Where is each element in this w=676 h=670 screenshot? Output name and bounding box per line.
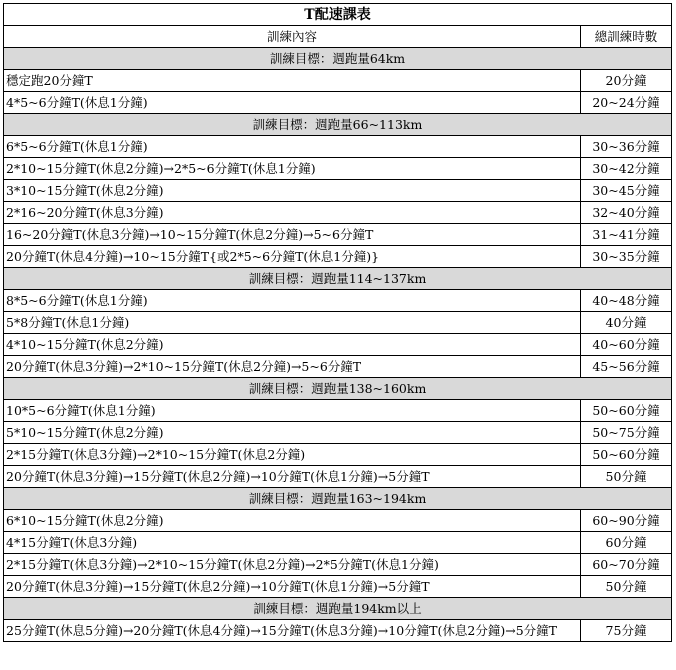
- training-content: 25分鐘T(休息5分鐘)→20分鐘T(休息4分鐘)→15分鐘T(休息3分鐘)→10分鐘T(休息2分鐘)→5分鐘T: [4, 620, 581, 642]
- training-content: 20分鐘T(休息4分鐘)→10~15分鐘T{或2*5~6分鐘T(休息1分鐘)}: [4, 246, 581, 268]
- table-row: [4, 246, 672, 268]
- training-content: 5*8分鐘T(休息1分鐘): [4, 312, 581, 334]
- table-row: [4, 466, 672, 488]
- training-content: 2*15分鐘T(休息3分鐘)→2*10~15分鐘T(休息2分鐘)→2*5分鐘T(休息1分鐘): [4, 554, 581, 576]
- training-content: 穩定跑20分鐘T: [4, 70, 581, 92]
- section-goal-row: [4, 48, 672, 70]
- total-time: 30~35分鐘: [581, 246, 672, 268]
- training-content: 8*5~6分鐘T(休息1分鐘): [4, 290, 581, 312]
- table-row: [4, 510, 672, 532]
- table-row: [4, 92, 672, 114]
- table-row: [4, 576, 672, 598]
- training-content: 5*10~15分鐘T(休息2分鐘): [4, 422, 581, 444]
- total-time: 30~42分鐘: [581, 158, 672, 180]
- section-goal: 訓練目標：週跑量64km: [4, 48, 672, 70]
- training-content: 4*10~15分鐘T(休息2分鐘): [4, 334, 581, 356]
- section-goal-row: [4, 268, 672, 290]
- header-content: 訓練內容: [4, 26, 581, 48]
- training-content: 4*15分鐘T(休息3分鐘): [4, 532, 581, 554]
- table-row: [4, 70, 672, 92]
- total-time: 60~70分鐘: [581, 554, 672, 576]
- training-content: 6*10~15分鐘T(休息2分鐘): [4, 510, 581, 532]
- total-time: 60分鐘: [581, 532, 672, 554]
- table-row: [4, 224, 672, 246]
- training-content: 3*10~15分鐘T(休息2分鐘): [4, 180, 581, 202]
- table-row: [4, 334, 672, 356]
- table-title: T配速課表: [4, 4, 672, 26]
- total-time: 50分鐘: [581, 466, 672, 488]
- table-row: [4, 312, 672, 334]
- section-goal: 訓練目標：週跑量163~194km: [4, 488, 672, 510]
- section-goal-row: [4, 598, 672, 620]
- training-content: 20分鐘T(休息3分鐘)→15分鐘T(休息2分鐘)→10分鐘T(休息1分鐘)→5分鐘T: [4, 576, 581, 598]
- table-row: [4, 554, 672, 576]
- table-row: [4, 180, 672, 202]
- training-content: 2*15分鐘T(休息3分鐘)→2*10~15分鐘T(休息2分鐘): [4, 444, 581, 466]
- total-time: 50~75分鐘: [581, 422, 672, 444]
- training-content: 6*5~6分鐘T(休息1分鐘): [4, 136, 581, 158]
- training-content: 4*5~6分鐘T(休息1分鐘): [4, 92, 581, 114]
- table-row: [4, 400, 672, 422]
- total-time: 32~40分鐘: [581, 202, 672, 224]
- table-row: [4, 444, 672, 466]
- training-content: 2*10~15分鐘T(休息2分鐘)→2*5~6分鐘T(休息1分鐘): [4, 158, 581, 180]
- total-time: 31~41分鐘: [581, 224, 672, 246]
- schedule-table: [3, 3, 672, 642]
- section-goal: 訓練目標：週跑量66~113km: [4, 114, 672, 136]
- header-total-time: 總訓練時數: [581, 26, 672, 48]
- total-time: 50~60分鐘: [581, 400, 672, 422]
- training-content: 20分鐘T(休息3分鐘)→15分鐘T(休息2分鐘)→10分鐘T(休息1分鐘)→5分鐘T: [4, 466, 581, 488]
- section-goal-row: [4, 488, 672, 510]
- total-time: 45~56分鐘: [581, 356, 672, 378]
- title-row: [4, 4, 672, 26]
- total-time: 20分鐘: [581, 70, 672, 92]
- table-row: [4, 202, 672, 224]
- total-time: 30~45分鐘: [581, 180, 672, 202]
- t-pace-schedule: [3, 3, 671, 642]
- section-goal-row: [4, 114, 672, 136]
- total-time: 50分鐘: [581, 576, 672, 598]
- table-row: [4, 532, 672, 554]
- total-time: 30~36分鐘: [581, 136, 672, 158]
- training-content: 20分鐘T(休息3分鐘)→2*10~15分鐘T(休息2分鐘)→5~6分鐘T: [4, 356, 581, 378]
- table-row: [4, 158, 672, 180]
- section-goal: 訓練目標：週跑量114~137km: [4, 268, 672, 290]
- total-time: 40~60分鐘: [581, 334, 672, 356]
- table-row: [4, 290, 672, 312]
- total-time: 20~24分鐘: [581, 92, 672, 114]
- table-row: [4, 356, 672, 378]
- total-time: 60~90分鐘: [581, 510, 672, 532]
- total-time: 40~48分鐘: [581, 290, 672, 312]
- table-row: [4, 620, 672, 642]
- total-time: 75分鐘: [581, 620, 672, 642]
- section-goal: 訓練目標：週跑量194km以上: [4, 598, 672, 620]
- table-row: [4, 422, 672, 444]
- training-content: 16~20分鐘T(休息3分鐘)→10~15分鐘T(休息2分鐘)→5~6分鐘T: [4, 224, 581, 246]
- total-time: 40分鐘: [581, 312, 672, 334]
- header-row: [4, 26, 672, 48]
- section-goal: 訓練目標：週跑量138~160km: [4, 378, 672, 400]
- table-row: [4, 136, 672, 158]
- section-goal-row: [4, 378, 672, 400]
- training-content: 10*5~6分鐘T(休息1分鐘): [4, 400, 581, 422]
- total-time: 50~60分鐘: [581, 444, 672, 466]
- training-content: 2*16~20分鐘T(休息3分鐘): [4, 202, 581, 224]
